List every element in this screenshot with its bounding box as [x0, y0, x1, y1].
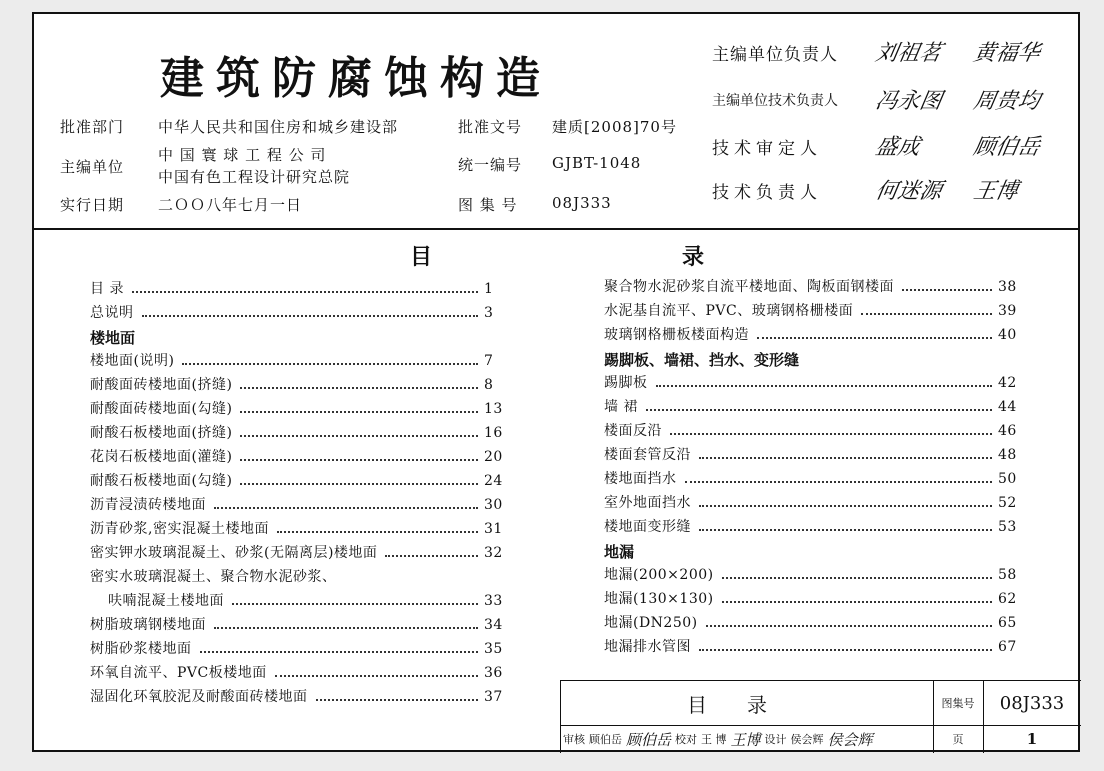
signature: 王博 — [730, 730, 761, 749]
toc-entry[interactable] — [604, 444, 1024, 468]
toc-entry[interactable] — [604, 492, 1024, 516]
toc-entry[interactable] — [90, 566, 510, 590]
toc-entry-page: 33 — [484, 593, 503, 609]
approve-dept: 中华人民共和国住房和城乡建设部 — [158, 118, 399, 136]
toc-leader-dots — [240, 387, 478, 389]
title-block-atlas-label: 图集号 — [933, 681, 984, 726]
toc-entry[interactable] — [604, 372, 1024, 396]
toc-entry-page: 42 — [998, 375, 1017, 391]
page-title: 建筑防腐蚀构造 — [160, 53, 552, 104]
toc-entry-page: 53 — [998, 519, 1017, 535]
toc-entry-page: 24 — [484, 473, 503, 489]
toc-entry-title: 楼地面变形缝 — [604, 519, 691, 535]
toc-entry[interactable] — [90, 542, 510, 566]
toc-entry-page: 36 — [484, 665, 503, 681]
toc-entry-title: 楼面反沿 — [604, 423, 662, 439]
header-divider — [34, 228, 1078, 230]
toc-entry-title: 聚合物水泥砂浆自流平楼地面、陶板面钢楼面 — [604, 279, 894, 295]
toc-entry-title: 湿固化环氧胶泥及耐酸面砖楼地面 — [90, 689, 308, 705]
review-label: 审核 — [563, 733, 585, 746]
toc-entry[interactable] — [90, 662, 510, 686]
unified-no-label: 统一编号 — [458, 156, 523, 174]
toc-entry[interactable] — [604, 564, 1024, 588]
toc-entry-page: 8 — [484, 377, 494, 393]
toc-entry-page: 52 — [998, 495, 1017, 511]
toc-leader-dots — [182, 363, 478, 365]
toc-section-heading: 地漏 — [604, 543, 635, 561]
toc-leader-dots — [699, 505, 992, 507]
toc-leader-dots — [699, 649, 992, 651]
toc-leader-dots — [214, 507, 478, 509]
toc-leader-dots — [240, 411, 478, 413]
toc-section-heading: 踢脚板、墙裙、挡水、变形缝 — [604, 351, 800, 369]
toc-leader-dots — [240, 435, 478, 437]
toc-entry[interactable] — [90, 518, 510, 542]
toc-entry-title: 耐酸石板楼地面(勾缝) — [90, 473, 233, 489]
toc-leader-dots — [706, 625, 992, 627]
title-block-page-no: 1 — [1026, 730, 1038, 748]
toc-entry-title: 耐酸面砖楼地面(勾缝) — [90, 401, 233, 417]
signature: 周贵均 — [971, 89, 1042, 114]
toc-entry-page: 35 — [484, 641, 503, 657]
toc-entry[interactable] — [90, 350, 510, 374]
toc-entry-page: 3 — [484, 305, 494, 321]
toc-heading: 录 — [682, 244, 705, 270]
toc-entry-page: 32 — [484, 545, 503, 561]
signature: 何迷源 — [873, 179, 944, 204]
toc-entry-title: 楼地面(说明) — [90, 353, 175, 369]
resp-role-tech-chief: 主编单位技术负责人 — [712, 93, 838, 109]
toc-entry-page: 65 — [998, 615, 1017, 631]
toc-entry-page: 38 — [998, 279, 1017, 295]
toc-leader-dots — [385, 555, 478, 557]
signature: 黄福华 — [971, 41, 1042, 66]
title-block — [560, 680, 1081, 753]
toc-entry-title: 呋喃混凝土楼地面 — [108, 593, 224, 609]
toc-entry[interactable] — [604, 396, 1024, 420]
toc-entry[interactable] — [604, 588, 1024, 612]
impl-date: 二ＯＯ八年七月一日 — [158, 196, 303, 214]
reviewer-name: 顾伯岳 — [589, 733, 622, 746]
toc-entry-page: 30 — [484, 497, 503, 513]
unified-no: GJBT-1048 — [552, 154, 642, 172]
toc-entry-title: 玻璃钢格栅板楼面构造 — [604, 327, 749, 343]
title-block-sign-row — [561, 725, 934, 753]
toc-leader-dots — [316, 699, 479, 701]
toc-entry-title: 地漏(200×200) — [604, 567, 714, 583]
toc-entry-page: 44 — [998, 399, 1017, 415]
drawing-sheet — [32, 12, 1080, 752]
toc-leader-dots — [232, 603, 478, 605]
toc-entry[interactable] — [90, 494, 510, 518]
toc-entry-page: 62 — [998, 591, 1017, 607]
toc-entry[interactable] — [604, 612, 1024, 636]
editor-unit-label: 主编单位 — [60, 158, 125, 176]
toc-entry-title: 墙 裙 — [604, 399, 638, 415]
toc-entry-title: 耐酸面砖楼地面(挤缝) — [90, 377, 233, 393]
approve-no-label: 批准文号 — [458, 118, 523, 136]
toc-entry-title: 楼面套管反沿 — [604, 447, 691, 463]
title-block-name: 目录 — [561, 681, 934, 726]
toc-leader-dots — [699, 529, 992, 531]
designer-name: 侯会辉 — [790, 733, 824, 746]
toc-entry-title: 楼地面挡水 — [604, 471, 677, 487]
signature: 顾伯岳 — [626, 730, 672, 749]
toc-entry[interactable] — [90, 374, 510, 398]
toc-entry-title: 地漏(130×130) — [604, 591, 714, 607]
toc-entry[interactable] — [90, 302, 510, 326]
title-block-atlas-no: 08J333 — [983, 681, 1081, 726]
toc-heading: 目 — [410, 244, 433, 270]
toc-entry-page: 20 — [484, 449, 503, 465]
signature: 侯会辉 — [827, 730, 873, 749]
approve-no: 建质[2008]70号 — [552, 118, 677, 136]
toc-entry-title: 踢脚板 — [604, 375, 648, 391]
toc-entry-title: 密实钾水玻璃混凝土、砂浆(无隔离层)楼地面 — [90, 545, 378, 561]
toc-entry-title: 花岗石板楼地面(灌缝) — [90, 449, 233, 465]
toc-entry-title: 沥青砂浆,密实混凝土楼地面 — [90, 521, 269, 537]
signature: 刘祖茗 — [873, 41, 944, 66]
toc-entry-title: 水泥基自流平、PVC、玻璃钢格栅楼面 — [604, 303, 854, 319]
toc-column-left — [90, 278, 510, 710]
approve-dept-label: 批准部门 — [60, 118, 125, 136]
resp-role-tech-review: 技术审定人 — [712, 139, 822, 159]
toc-entry-page: 7 — [484, 353, 494, 369]
toc-entry-title: 环氧自流平、PVC板楼地面 — [90, 665, 267, 681]
resp-role-chief-unit: 主编单位负责人 — [712, 45, 838, 65]
toc-leader-dots — [240, 459, 478, 461]
toc-entry-title: 目 录 — [90, 281, 124, 297]
title-block-page-label: 页 — [933, 725, 984, 753]
toc-leader-dots — [142, 315, 479, 317]
toc-leader-dots — [646, 409, 992, 411]
toc-entry-page: 46 — [998, 423, 1017, 439]
editor-unit-1: 中 国 寰 球 工 程 公 司 — [158, 146, 327, 164]
toc-entry-page: 16 — [484, 425, 503, 441]
check-label: 校对 — [675, 733, 698, 746]
toc-entry-page: 1 — [484, 281, 494, 297]
toc-entry-title: 沥青浸渍砖楼地面 — [90, 497, 206, 513]
toc-section-heading: 楼地面 — [90, 329, 136, 347]
toc-entry-title: 总说明 — [90, 305, 134, 321]
toc-leader-dots — [277, 531, 478, 533]
resp-role-tech-lead: 技术负责人 — [712, 183, 822, 203]
impl-date-label: 实行日期 — [60, 196, 125, 214]
toc-entry-page: 58 — [998, 567, 1017, 583]
toc-column-right — [604, 276, 1024, 660]
toc-entry-page: 48 — [998, 447, 1017, 463]
toc-entry-title: 密实水玻璃混凝土、聚合物水泥砂浆、 — [90, 569, 337, 585]
toc-entry[interactable] — [90, 278, 510, 302]
toc-entry-page: 31 — [484, 521, 503, 537]
toc-entry-page: 40 — [998, 327, 1017, 343]
toc-entry-title: 地漏排水管图 — [604, 639, 691, 655]
toc-leader-dots — [214, 627, 478, 629]
signature: 王博 — [971, 179, 1020, 204]
toc-entry[interactable] — [90, 470, 510, 494]
toc-entry[interactable] — [604, 324, 1024, 348]
toc-leader-dots — [722, 601, 992, 603]
toc-leader-dots — [240, 483, 478, 485]
toc-entry[interactable] — [90, 686, 510, 710]
toc-entry-page: 67 — [998, 639, 1017, 655]
toc-entry-page: 13 — [484, 401, 503, 417]
toc-entry-title: 地漏(DN250) — [604, 615, 698, 631]
atlas-no-label: 图 集 号 — [458, 196, 518, 214]
signature: 顾伯岳 — [971, 135, 1042, 160]
toc-entry[interactable] — [604, 636, 1024, 660]
toc-leader-dots — [757, 337, 992, 339]
toc-leader-dots — [275, 675, 478, 677]
toc-entry-page: 37 — [484, 689, 503, 705]
toc-leader-dots — [722, 577, 992, 579]
toc-entry-title: 树脂玻璃钢楼地面 — [90, 617, 206, 633]
editor-unit-2: 中国有色工程设计研究总院 — [158, 168, 351, 186]
toc-entry-title: 树脂砂浆楼地面 — [90, 641, 192, 657]
toc-entry[interactable] — [604, 300, 1024, 324]
toc-leader-dots — [200, 651, 479, 653]
toc-entry[interactable] — [604, 276, 1024, 300]
toc-entry-title: 耐酸石板楼地面(挤缝) — [90, 425, 233, 441]
toc-entry[interactable] — [90, 422, 510, 446]
signature: 盛成 — [873, 135, 922, 160]
toc-entry-page: 50 — [998, 471, 1017, 487]
toc-leader-dots — [902, 289, 992, 291]
toc-entry-page: 39 — [998, 303, 1017, 319]
toc-entry[interactable] — [604, 420, 1024, 444]
toc-leader-dots — [132, 291, 478, 293]
atlas-no: 08J333 — [552, 194, 612, 212]
toc-leader-dots — [670, 433, 992, 435]
signature: 冯永图 — [873, 89, 944, 114]
toc-entry-title: 室外地面挡水 — [604, 495, 691, 511]
toc-leader-dots — [861, 313, 992, 315]
checker-name: 王 博 — [701, 733, 727, 746]
toc-entry[interactable] — [604, 516, 1024, 540]
toc-entry[interactable] — [604, 468, 1024, 492]
toc-entry[interactable] — [90, 590, 510, 614]
toc-leader-dots — [656, 385, 993, 387]
toc-entry-page: 34 — [484, 617, 503, 633]
toc-entry[interactable] — [90, 446, 510, 470]
design-label: 设计 — [764, 733, 787, 746]
toc-leader-dots — [699, 457, 992, 459]
toc-entry[interactable] — [90, 614, 510, 638]
toc-entry[interactable] — [90, 638, 510, 662]
toc-leader-dots — [685, 481, 993, 483]
toc-entry[interactable] — [90, 398, 510, 422]
